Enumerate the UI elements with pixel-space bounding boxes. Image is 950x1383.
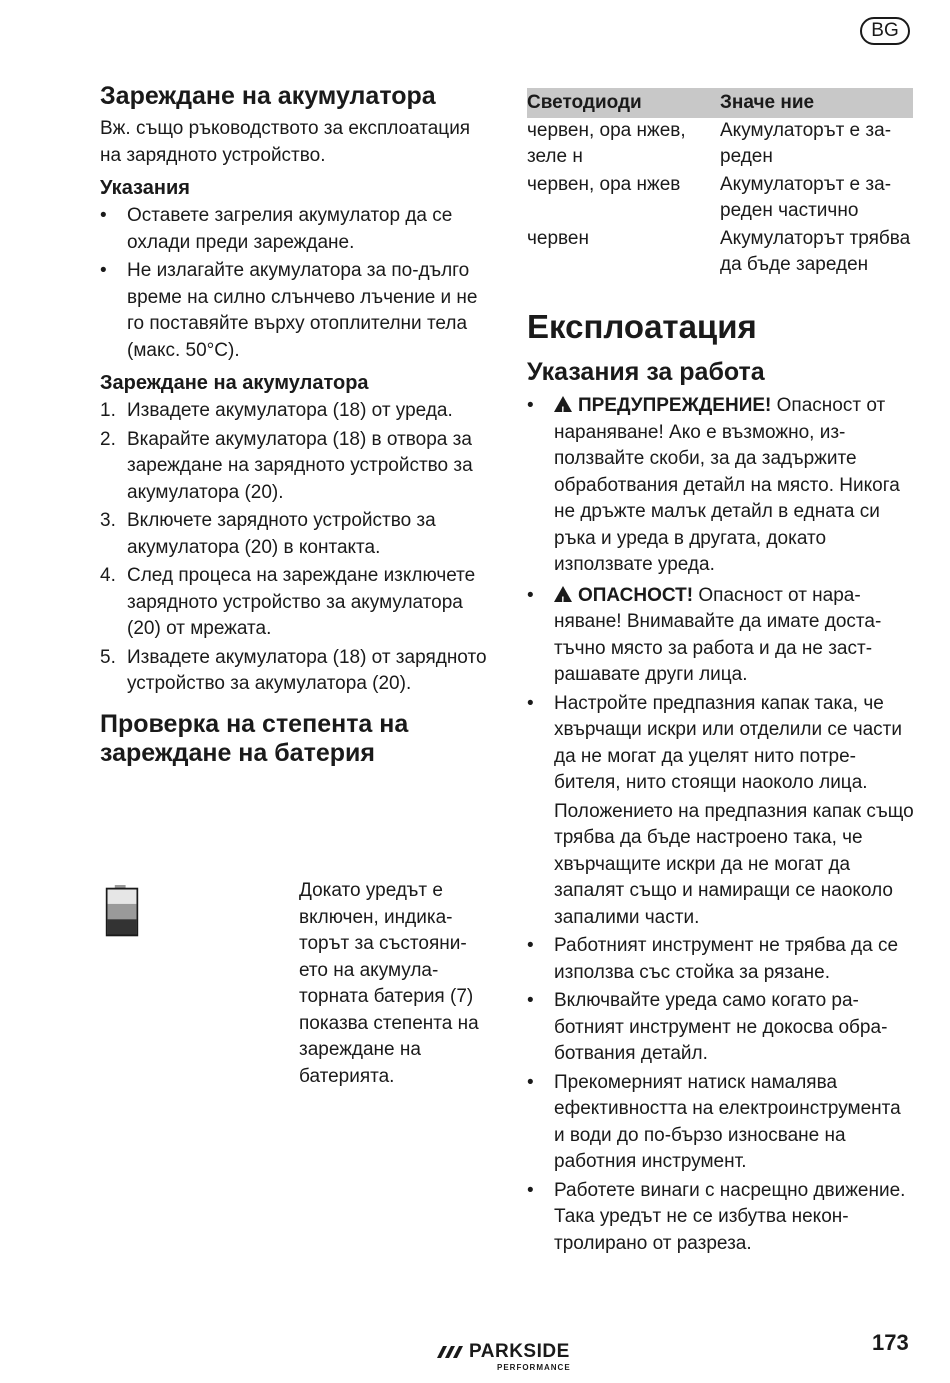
list-item: • Работете винаги с насрещно движение. Така уредът не се избутва неконтролирано от разреза. <box>527 1179 906 1254</box>
list-item: • ! ОПАСНОСТ! Опасност от нараняване! Внимавайте да имате достатъчно място за работа и да не застрашавате други лица. <box>527 583 915 689</box>
battery-check-text: Докато уредът е включен, индикаторът за състоянието на акумулаторната батерия (7) показва степента на зареждане на батерията. <box>299 880 479 1087</box>
work-notes-list <box>527 393 915 1257</box>
language-badge: BG <box>860 17 910 45</box>
page-number: 173 <box>872 1330 909 1355</box>
section-title-operation: Експлоатация <box>527 308 757 345</box>
list-item: • ! ПРЕДУПРЕЖДЕНИЕ! Опасност от нараняване! Ако е възможно, използвайте скоби, за да задържите обработвания детайл на място. Никога не дръжте малък детайл в едната си ръка и уреда в другата, докато използвате уреда. <box>527 393 915 579</box>
table-cell: Акумулаторът трябва да бъде зареден <box>720 228 911 275</box>
notes-heading: Указания <box>100 177 190 199</box>
section-title-charging: Зареждане на акумулатора <box>100 82 436 110</box>
table-row <box>527 226 913 280</box>
intro-text: Вж. също ръководството за експлоатация на зарядното устройство. <box>100 118 471 166</box>
list-item: 2. Вкарайте акумулатора (18) в отвора за зареждане на зарядното устройство за акумулатора (20). <box>100 428 473 503</box>
list-item: • Работният инструмент не трябва да се използва със стойка за рязане. <box>527 935 899 983</box>
subsection-title-work-notes: Указания за работа <box>527 358 765 386</box>
list-item: • Прекомерният натиск намалява ефективността на електроинструмента и води до по-бързо износване на работния инструмент. <box>527 1071 901 1172</box>
warning-icon <box>554 396 572 412</box>
notes-list <box>100 203 490 364</box>
table-cell: Акумулаторът е зареден частично <box>720 174 892 221</box>
guard-position-text: Положението на предпазния капак също трябва да бъде настроено така, че хвърчащите искри да не могат да запалят също и намиращи се наоколо запалими части. <box>554 800 914 928</box>
section-title-battery-check: Проверка на степента на зареждане на батерия <box>100 709 409 767</box>
table-cell: червен <box>527 228 589 249</box>
brand-name: PARKSIDE <box>469 1341 570 1362</box>
list-item: 5. Извадете акумулатора (18) от зарядното устройство за акумулатора (20). <box>100 646 487 694</box>
list-item: • Настройте предпазния капак така, че хвърчащи искри или отделили се части да не могат да уцелят нито потребителя, нито стоящи наоколо лица. Положението на предпазния капак също трябва да бъде настроено така, че хвърчащите искри да не могат да запалят също и намиращи се наоколо запалими части. <box>527 691 915 932</box>
list-item: • Не излагайте акумулатора за по-дълго време на силно слънчево лъчение и не го поставяйте върху отоплителни тела (макс. 50°C). <box>100 260 478 361</box>
steps-list <box>100 398 490 698</box>
charging-heading: Зареждане на акумулатора <box>100 372 369 394</box>
led-status-table <box>527 88 913 280</box>
list-item: 1. Извадете акумулатора (18) от уреда. <box>100 400 453 421</box>
list-item: • Оставете загрелия акумулатор да се охлади преди зареждане. <box>100 205 453 253</box>
table-header-leds: Светодиоди <box>527 88 720 118</box>
table-header-meaning: Значе ние <box>720 88 913 118</box>
table-cell: червен, ора нжев, зеле н <box>527 120 686 167</box>
brand-subtitle: PERFORMANCE <box>497 1363 571 1372</box>
battery-level-icon <box>104 882 140 942</box>
left-column <box>100 82 490 1087</box>
right-column <box>527 88 915 1257</box>
table-row <box>527 172 913 226</box>
list-item: 4. След процеса на зареждане изключете зарядното устройство за акумулатора (20) от мрежата. <box>100 565 476 639</box>
table-row <box>527 118 913 172</box>
warning-icon <box>554 586 572 602</box>
parkside-logo <box>437 1338 597 1376</box>
list-item: 3. Включете зарядното устройство за акумулатора (20) в контакта. <box>100 510 436 558</box>
table-cell: червен, ора нжев <box>527 174 681 195</box>
list-item: • Включвайте уреда само когато работният инструмент не докосва обработвания детайл. <box>527 990 888 1064</box>
table-cell: Акумулаторът е зареден <box>720 120 892 167</box>
